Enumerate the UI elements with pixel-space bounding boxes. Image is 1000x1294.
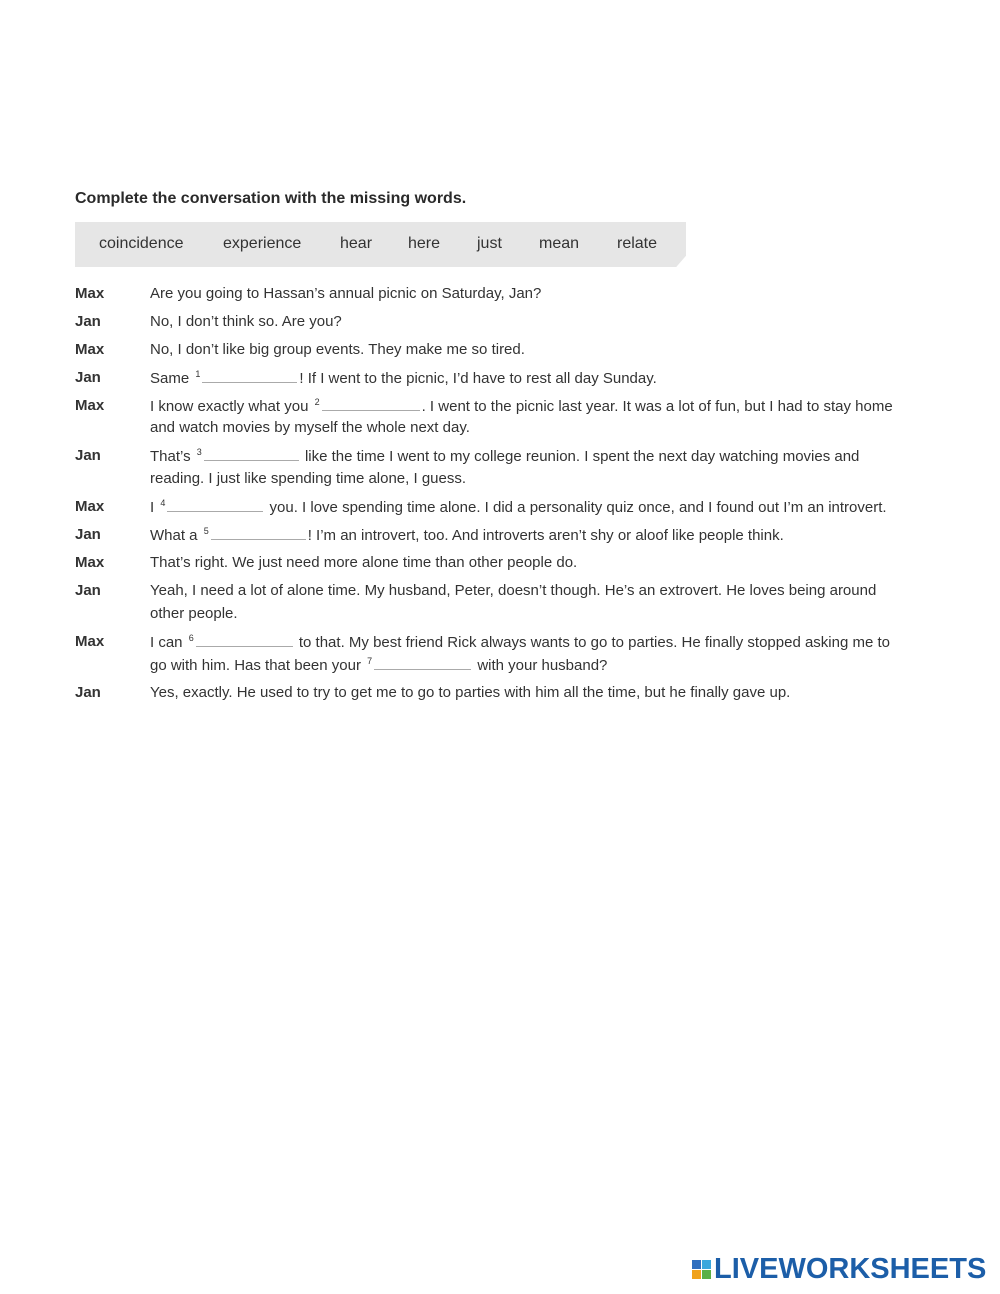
speaker-label: Jan bbox=[75, 684, 101, 701]
liveworksheets-logo bbox=[692, 1252, 986, 1286]
speaker-label: Jan bbox=[75, 313, 101, 330]
dialogue-line: That’s right. We just need more alone time than other people do. bbox=[150, 554, 578, 571]
dialogue-line bbox=[150, 526, 784, 544]
answer-blank-5[interactable] bbox=[211, 526, 306, 540]
line-text: to that. My best friend Rick always wants to go to parties. He finally stopped asking me to bbox=[298, 634, 890, 651]
speaker-label: Jan bbox=[75, 526, 101, 543]
dialogue-line: Are you going to Hassan’s annual picnic on Saturday, Jan? bbox=[150, 285, 542, 302]
gap-number: 3 bbox=[196, 447, 202, 457]
word-bank-item: coincidence bbox=[99, 235, 184, 252]
line-text: ! If I went to the picnic, I’d have to rest all day Sunday. bbox=[299, 370, 657, 387]
dialogue-line: No, I don’t think so. Are you? bbox=[150, 313, 342, 330]
dialogue-line bbox=[150, 498, 887, 516]
logo-text: LIVEWORKSHEETS bbox=[714, 1252, 987, 1285]
gap-number: 1 bbox=[195, 369, 201, 379]
line-text: you. I love spending time alone. I did a personality quiz once, and I found out I’m an introvert. bbox=[269, 499, 887, 516]
dialogue-line: other people. bbox=[150, 605, 238, 622]
dialogue-line bbox=[150, 656, 607, 674]
answer-blank-7[interactable] bbox=[374, 656, 471, 670]
instruction-heading: Complete the conversation with the missing words. bbox=[75, 190, 467, 207]
dialogue-line: and watch movies by myself the whole next day. bbox=[150, 419, 470, 436]
dialogue-line bbox=[150, 397, 893, 415]
speaker-label: Max bbox=[75, 498, 105, 515]
line-text: I know exactly what you bbox=[150, 398, 313, 415]
word-bank-item: mean bbox=[539, 235, 580, 252]
dialogue-line bbox=[150, 447, 859, 465]
gap-number: 6 bbox=[188, 633, 194, 643]
line-text: ! I’m an introvert, too. And introverts aren’t shy or aloof like people think. bbox=[307, 527, 784, 544]
line-text: Same bbox=[150, 370, 194, 387]
line-text: What a bbox=[150, 527, 202, 544]
dialogue-line: No, I don’t like big group events. They make me so tired. bbox=[150, 341, 525, 358]
gap-number: 5 bbox=[203, 526, 209, 536]
dialogue-line bbox=[150, 369, 657, 387]
speaker-label: Max bbox=[75, 397, 105, 414]
line-text: I bbox=[150, 499, 159, 516]
logo-square bbox=[702, 1260, 711, 1269]
speaker-label: Max bbox=[75, 633, 105, 650]
speaker-label: Max bbox=[75, 285, 105, 302]
answer-blank-2[interactable] bbox=[322, 397, 420, 411]
word-bank-item: relate bbox=[617, 235, 658, 252]
logo-square bbox=[702, 1270, 711, 1279]
dialogue-line bbox=[150, 633, 890, 651]
dialogue-line: Yeah, I need a lot of alone time. My husband, Peter, doesn’t though. He’s an extrovert. He loves being around bbox=[150, 582, 877, 599]
gap-number: 2 bbox=[314, 397, 320, 407]
line-text: go with him. Has that been your bbox=[150, 657, 366, 674]
speaker-label: Jan bbox=[75, 369, 101, 386]
gap-number: 7 bbox=[367, 656, 373, 666]
line-text: I can bbox=[150, 634, 187, 651]
answer-blank-1[interactable] bbox=[202, 369, 297, 383]
logo-square bbox=[692, 1260, 701, 1269]
line-text: with your husband? bbox=[477, 657, 608, 674]
word-bank-item: here bbox=[408, 235, 441, 252]
word-bank-item: experience bbox=[223, 235, 302, 252]
speaker-label: Jan bbox=[75, 447, 101, 464]
gap-number: 4 bbox=[160, 498, 166, 508]
dialogue-line: reading. I just like spending time alone, I guess. bbox=[150, 470, 467, 487]
line-text: That’s bbox=[150, 448, 195, 465]
answer-blank-6[interactable] bbox=[196, 633, 293, 647]
line-text: like the time I went to my college reunion. I spent the next day watching movies and bbox=[304, 448, 860, 465]
answer-blank-3[interactable] bbox=[204, 447, 299, 461]
word-bank-item: just bbox=[477, 235, 502, 252]
speaker-label: Max bbox=[75, 341, 105, 358]
logo-square bbox=[692, 1270, 701, 1279]
logo-icon bbox=[692, 1260, 711, 1279]
speaker-label: Max bbox=[75, 554, 105, 571]
answer-blank-4[interactable] bbox=[167, 498, 263, 512]
dialogue-line: Yes, exactly. He used to try to get me to go to parties with him all the time, but he finally gave up. bbox=[150, 684, 791, 701]
line-text: . I went to the picnic last year. It was a lot of fun, but I had to stay home bbox=[421, 398, 893, 415]
word-bank-item: hear bbox=[340, 235, 373, 252]
speaker-label: Jan bbox=[75, 582, 101, 599]
